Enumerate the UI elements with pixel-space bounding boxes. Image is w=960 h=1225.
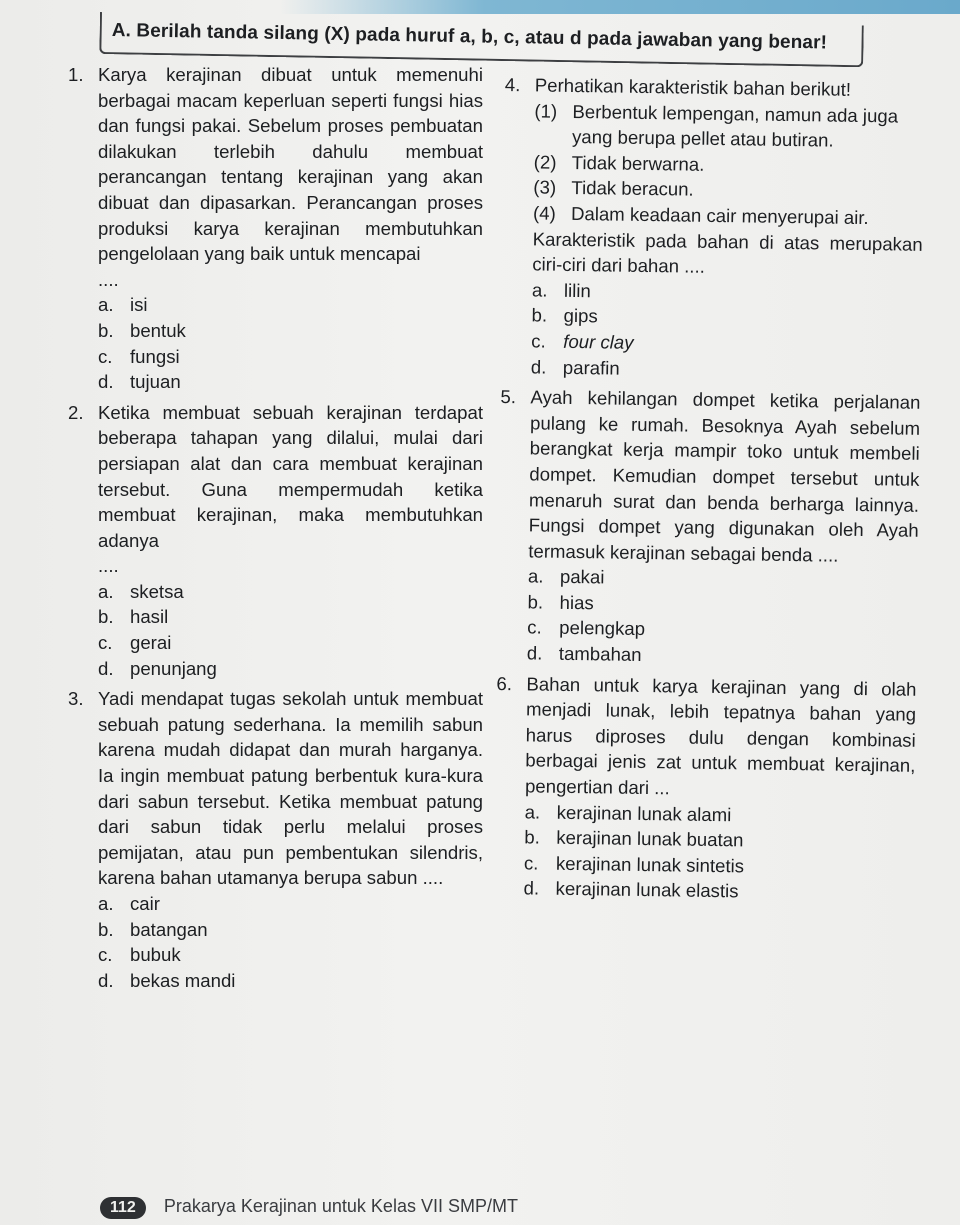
option-text: bekas mandi xyxy=(130,969,236,991)
option-letter: d. xyxy=(98,969,114,991)
option-text: bubuk xyxy=(130,944,181,966)
right-column xyxy=(493,72,925,907)
option-letter: b. xyxy=(527,591,544,613)
option-b[interactable] xyxy=(98,917,483,943)
option-letter: d. xyxy=(98,371,114,393)
option-letter: b. xyxy=(531,304,548,326)
question-stem: Perhatikan karakteristik bahan berikut! xyxy=(534,74,852,100)
option-text: kerajinan lunak alami xyxy=(556,801,732,825)
option-letter: b. xyxy=(98,918,114,940)
option-letter: b. xyxy=(98,606,114,628)
question-stem: Yadi mendapat tugas sekolah untuk membuat sebuah patung sederhana. Ia memilih sabun karena mudah didapat dan murah harganya. Ia ingin membuat patung berbentuk kura-kura dari sabun tersebut. Ketika membuat patung dari sabun tidak perlu melalui proses pemijatan, atau pun pembentukan silendris, karena bahan utamanya berupa sabun .... xyxy=(98,688,483,889)
top-color-band xyxy=(280,0,960,14)
item-number: (3) xyxy=(533,176,557,199)
option-letter: a. xyxy=(98,580,114,602)
option-letter: b. xyxy=(98,319,114,341)
option-letter: a. xyxy=(524,800,541,823)
option-text: kerajinan lunak sintetis xyxy=(555,852,745,877)
option-text: four clay xyxy=(563,330,634,353)
option-text: cair xyxy=(130,893,160,914)
option-text: kerajinan lunak buatan xyxy=(556,827,744,851)
page-number: 112 xyxy=(100,1197,146,1219)
option-text: lilin xyxy=(563,279,591,301)
option-a[interactable] xyxy=(98,292,483,318)
option-text: tambahan xyxy=(558,642,642,666)
question-5 xyxy=(497,384,921,671)
option-text: bentuk xyxy=(130,319,186,341)
characteristic-list xyxy=(533,98,925,231)
option-a[interactable] xyxy=(98,891,483,917)
page-footer xyxy=(100,1196,518,1219)
question-stem: Karya kerajinan dibuat untuk memenuhi berbagai macam keperluan seperti fungsi hias dan fungsi pakai. Sebelum proses pembuatan dilakukan terlebih dahulu membuat perancangan tentang kerajinan yang akan dibuat dan dipasarkan. Perancangan proses produksi karya kerajinan membutuhkan pengelolaan yang baik untuk mencapai xyxy=(98,64,483,265)
answer-options xyxy=(527,564,918,672)
option-letter: d. xyxy=(530,355,547,378)
question-6 xyxy=(493,671,916,907)
question-3 xyxy=(68,686,483,993)
option-text: pakai xyxy=(559,566,605,588)
option-text: tujuan xyxy=(130,371,181,393)
item-text: Berbentuk lempengan, namun ada juga yang berupa pellet atau butiran. xyxy=(571,100,899,151)
option-b[interactable] xyxy=(98,318,483,344)
option-text: penunjang xyxy=(130,657,217,679)
question-number: 3. xyxy=(68,688,84,710)
option-text: parafin xyxy=(562,356,620,379)
answer-options xyxy=(523,799,914,907)
option-d[interactable] xyxy=(98,968,483,994)
option-c[interactable] xyxy=(98,942,483,968)
question-4 xyxy=(501,72,925,385)
option-text: pelengkap xyxy=(559,617,646,640)
option-letter: a. xyxy=(527,565,544,587)
option-text: fungsi xyxy=(130,345,180,367)
option-letter: d. xyxy=(523,877,540,899)
question-stem: Ketika membuat sebuah kerajinan terdapat beberapa tahapan yang dilalui, mulai dari persiapan alat dan cara membuat kerajinan tersebut. Guna mempermudah ketika membuat kerajinan, maka membutuhkan adanya xyxy=(98,401,483,551)
item-text: Dalam keadaan cair menyerupai air. xyxy=(570,202,869,229)
question-number: 6. xyxy=(496,672,513,694)
option-d[interactable] xyxy=(531,354,921,385)
question-2 xyxy=(68,400,483,682)
option-text: gips xyxy=(563,305,598,327)
option-text: sketsa xyxy=(130,580,184,602)
option-text: kerajinan lunak elastis xyxy=(555,878,739,902)
option-text: batangan xyxy=(130,918,208,940)
option-c[interactable] xyxy=(98,344,483,370)
answer-options xyxy=(98,292,483,394)
option-letter: a. xyxy=(531,279,548,301)
question-1 xyxy=(68,62,483,395)
option-text: hias xyxy=(559,591,594,614)
item-number: (4) xyxy=(532,202,556,224)
option-text: gerai xyxy=(130,632,172,654)
option-letter: d. xyxy=(98,657,114,679)
option-letter: a. xyxy=(98,893,114,914)
answer-options xyxy=(98,579,483,681)
option-c[interactable] xyxy=(98,630,483,656)
option-d[interactable] xyxy=(98,369,483,395)
option-letter: a. xyxy=(98,294,114,316)
item-number: (1) xyxy=(534,100,558,122)
question-number: 2. xyxy=(68,401,84,423)
book-title: Prakarya Kerajinan untuk Kelas VII SMP/MT xyxy=(163,1196,518,1216)
section-title: A. Berilah tanda silang (X) pada huruf a, b, c, atau d pada jawaban yang benar! xyxy=(111,20,828,54)
option-d[interactable] xyxy=(527,640,917,671)
option-text: isi xyxy=(130,294,148,316)
option-b[interactable] xyxy=(98,604,483,630)
answer-options xyxy=(531,277,922,385)
question-number: 5. xyxy=(500,386,517,408)
characteristic-item xyxy=(534,98,925,155)
option-d[interactable] xyxy=(98,656,483,682)
item-text: Tidak beracun. xyxy=(571,177,694,201)
item-text: Tidak berwarna. xyxy=(571,151,705,175)
option-letter: c. xyxy=(98,345,113,367)
question-number: 4. xyxy=(504,73,521,96)
option-letter: c. xyxy=(98,944,113,966)
option-d[interactable] xyxy=(523,876,913,907)
option-letter: c. xyxy=(527,616,542,639)
option-letter: c. xyxy=(523,852,539,874)
question-number: 1. xyxy=(68,64,84,85)
answer-options xyxy=(98,891,483,993)
option-letter: d. xyxy=(526,642,543,664)
question-blank: .... xyxy=(98,268,119,290)
option-a[interactable] xyxy=(98,579,483,605)
question-stem: Ayah kehilangan dompet ketika perjalanan pulang ke rumah. Besoknya Ayah sebelum berangkat kerja mampir toko untuk membeli dompet. Kemudian dompet tersebut untuk menaruh surat dan benda berharga lainnya. Fungsi dompet yang digunakan oleh Ayah termasuk kerajinan sebagai benda .... xyxy=(528,386,921,566)
option-letter: c. xyxy=(98,632,113,654)
option-letter: b. xyxy=(524,826,540,848)
left-column xyxy=(68,62,483,993)
option-letter: c. xyxy=(531,330,546,352)
question-blank: .... xyxy=(98,555,119,577)
option-text: hasil xyxy=(130,606,169,628)
item-number: (2) xyxy=(533,151,557,173)
question-stem: Bahan untuk karya kerajinan yang di olah menjadi lunak, lebih tepatnya bahan yang harus diproses dulu dengan kombinasi berbagai jenis zat untuk membuat kerajinan, pengertian dari ... xyxy=(524,673,917,799)
question-closing: Karakteristik pada bahan di atas merupakan ciri-ciri dari bahan .... xyxy=(532,227,923,277)
characteristic-item xyxy=(533,200,923,231)
